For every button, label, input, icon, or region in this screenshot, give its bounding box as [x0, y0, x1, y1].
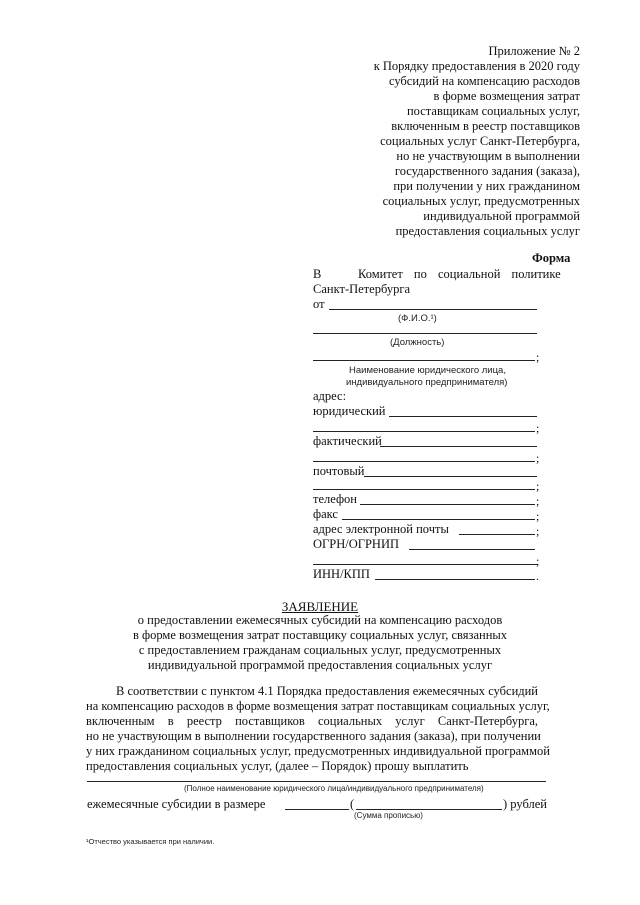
inn-label: ИНН/КПП — [313, 567, 370, 581]
city-name: Санкт-Петербурга — [313, 282, 411, 296]
fio-caption: (Ф.И.О.¹) — [398, 313, 437, 324]
appendix-line: в форме возмещения затрат — [433, 89, 580, 103]
appendix-line: государственного задания (заказа), — [394, 164, 580, 178]
actual-address-field[interactable] — [380, 446, 537, 447]
semicolon: ; — [536, 494, 540, 508]
statement-body — [86, 684, 550, 774]
ogrn-field[interactable] — [409, 549, 535, 550]
appendix-line: но не участвующим в выполнении — [396, 149, 580, 163]
semicolon: ; — [536, 524, 540, 538]
period: . — [536, 569, 539, 583]
semicolon: ; — [536, 421, 540, 435]
address-label: адрес: — [313, 389, 347, 403]
semicolon: ; — [536, 451, 540, 465]
appendix-line: Приложение № 2 — [488, 44, 580, 58]
appendix-line: социальных услуг, предусмотренных — [382, 194, 580, 208]
org-caption-1: Наименование юридического лица, — [349, 365, 506, 376]
subsidy-amount-words-field[interactable] — [356, 809, 502, 810]
subtitle-line: в форме возмещения затрат поставщику социальных услуг, связанных — [132, 628, 508, 642]
postal-address-field-2[interactable] — [313, 489, 535, 490]
appendix-line: предоставления социальных услуг — [395, 224, 580, 238]
semicolon: ; — [536, 350, 540, 364]
appendix-line: индивидуальной программой — [423, 209, 580, 223]
postal-address-label: почтовый — [313, 464, 365, 478]
email-field[interactable] — [459, 534, 535, 535]
appendix-line: поставщикам социальных услуг, — [406, 104, 580, 118]
statement-subtitle — [0, 613, 640, 673]
inn-field[interactable] — [375, 579, 535, 580]
fax-label: факс — [313, 507, 338, 521]
subsidy-amount-field[interactable] — [285, 809, 349, 810]
to-word: В — [313, 267, 322, 281]
subtitle-line: о предоставлении ежемесячных субсидий на компенсацию расходов — [137, 613, 503, 627]
fax-field[interactable] — [342, 519, 535, 520]
subtitle-line: с предоставлением гражданам социальных услуг, предусмотренных — [138, 643, 502, 657]
recipient-name-field[interactable] — [87, 781, 546, 782]
semicolon: ; — [536, 554, 540, 568]
position-caption: (Должность) — [390, 337, 445, 348]
ogrn-label: ОГРН/ОГРНИП — [313, 537, 399, 551]
body-line: предоставления социальных услуг, (далее – Порядок) прошу выплатить — [86, 759, 469, 773]
statement-title: ЗАЯВЛЕНИЕ — [281, 599, 359, 614]
postal-address-field[interactable] — [364, 476, 537, 477]
legal-address-field[interactable] — [389, 416, 537, 417]
recipient-caption: (Полное наименование юридического лица/индивидуального предпринимателя) — [184, 784, 484, 793]
semicolon: ; — [536, 479, 540, 493]
appendix-line: к Порядку предоставления в 2020 году — [373, 59, 580, 73]
ogrn-field-2[interactable] — [313, 564, 537, 565]
body-line: у них гражданином социальных услуг, предусмотренных индивидуальной программой — [86, 744, 550, 758]
subsidy-text: ежемесячные субсидии в размере — [87, 797, 266, 811]
form-label: Форма — [532, 251, 571, 265]
from-label: от — [313, 297, 325, 311]
paren-open: ( — [350, 797, 355, 811]
committee-name: Комитет по социальной политике — [358, 267, 561, 281]
phone-field[interactable] — [360, 504, 535, 505]
appendix-line: социальных услуг Санкт-Петербурга, — [380, 134, 580, 148]
body-line: В соответствии с пунктом 4.1 Порядка предоставления ежемесячных субсидий — [116, 684, 538, 698]
semicolon: ; — [536, 509, 540, 523]
legal-address-field-2[interactable] — [313, 431, 535, 432]
body-line: на компенсацию расходов в форме возмещения затрат поставщикам социальных услуг, — [86, 699, 550, 713]
email-label: адрес электронной почты — [313, 522, 449, 536]
body-line: включенным в реестр поставщиков социальных услуг Санкт-Петербурга, — [86, 714, 538, 728]
appendix-header — [260, 44, 580, 239]
appendix-line: субсидий на компенсацию расходов — [388, 74, 580, 88]
legal-address-label: юридический — [313, 404, 386, 418]
position-field[interactable] — [313, 333, 537, 334]
phone-label: телефон — [313, 492, 357, 506]
appendix-line: включенным в реестр поставщиков — [391, 119, 580, 133]
footnote: ¹Отчество указывается при наличии. — [86, 837, 215, 846]
amount-caption: (Сумма прописью) — [354, 811, 423, 820]
appendix-line: при получении у них гражданином — [393, 179, 580, 193]
subtitle-line: индивидуальной программой предоставления социальных услуг — [147, 658, 493, 672]
org-name-field[interactable] — [313, 360, 535, 361]
org-caption-2: индивидуального предпринимателя) — [346, 377, 508, 388]
actual-address-field-2[interactable] — [313, 461, 535, 462]
rubles-text: ) рублей — [503, 797, 547, 811]
fio-field[interactable] — [329, 309, 537, 310]
actual-address-label: фактический — [313, 434, 382, 448]
body-line: но не участвующим в выполнении государственного задания (заказа), при получении — [86, 729, 541, 743]
